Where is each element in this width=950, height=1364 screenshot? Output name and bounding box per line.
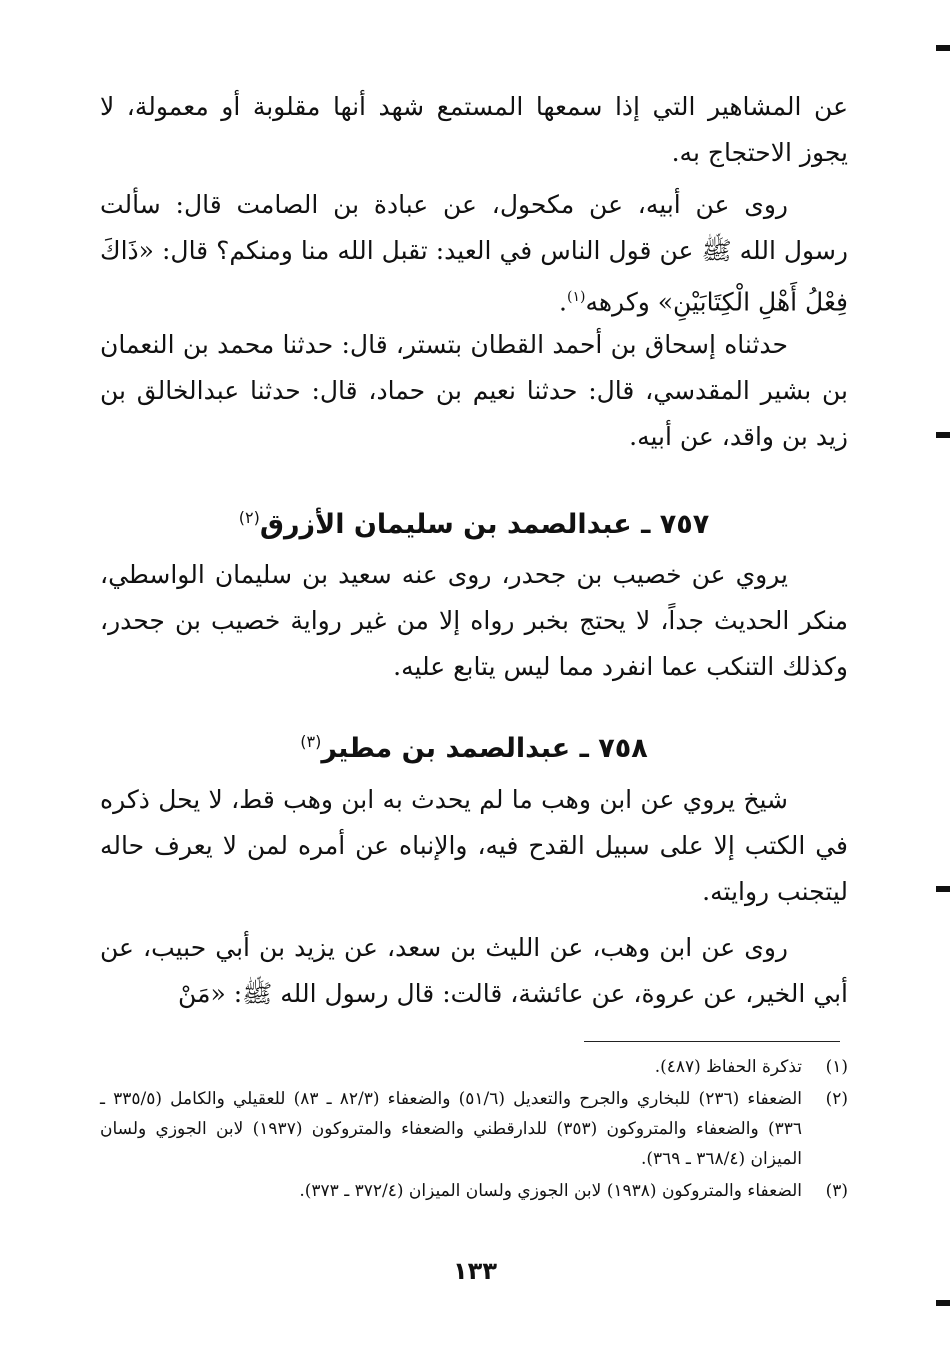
paragraph-continuation: عن المشاهير التي إذا سمعها المستمع شهد أنها مقلوبة أو معمولة، لا يجوز الاحتجاج به. <box>100 92 848 167</box>
scan-edge-mark <box>936 432 950 438</box>
footnote-number: (٢) <box>825 1089 848 1109</box>
footnote-number: (٣) <box>825 1181 848 1201</box>
footnotes <box>100 1052 848 1208</box>
entry-heading-758 <box>100 722 848 769</box>
entry-heading-757-text: ٧٥٧ ـ عبدالصمد بن سليمان الأزرق <box>259 509 710 540</box>
paragraph-isnad: حدثناه إسحاق بن أحمد القطان بتستر، قال: حدثنا محمد بن النعمان بن بشير المقدسي، قال: حدثنا نعيم بن حماد، قال: حدثنا عبدالخالق بن زيد بن واقد، عن أبيه. <box>100 330 848 451</box>
paragraph-narration-eid-end: . <box>559 287 567 317</box>
paragraph-narration-eid <box>100 182 848 325</box>
footnote-3 <box>100 1176 848 1206</box>
paragraph-narration-aisha: روى عن ابن وهب، عن الليث بن سعد، عن يزيد بن أبي حبيب، عن أبي الخير، عن عروة، عن عائشة، قالت: قال رسول الله ﷺ: «مَنْ <box>100 933 848 1008</box>
footnote-number: (١) <box>825 1057 848 1077</box>
footnote-ref-2: (٢) <box>238 508 260 527</box>
footnote-2 <box>100 1084 848 1174</box>
footnote-text: الضعفاء (٢٣٦) للبخاري والجرح والتعديل (٥١/٦) والضعفاء (٨٢/٣ ـ ٨٣) للعقيلي والكامل (٣٣٥/٥ ـ ٣٣٦) والضعفاء والمتروكون (٣٥٣) للدارقطني والضعفاء والمتروكون (١٩٣٧) لابن الجوزي ولسان الميزان (٣٦٨/٤ ـ ٣٦٩). <box>100 1089 803 1169</box>
scan-edge-mark <box>936 45 950 51</box>
paragraph-narration-eid-text: روى عن أبيه، عن مكحول، عن عبادة بن الصامت قال: سألت رسول الله ﷺ عن قول الناس في العيد: تقبل الله منا ومنكم؟ قال: «ذَاكَ فِعْلُ أَهْلِ الْكِتَابَيْنِ» وكرهه <box>100 190 848 317</box>
scan-edge-mark <box>936 886 950 892</box>
footnote-text: تذكرة الحفاظ (٤٨٧). <box>654 1057 802 1077</box>
entry-heading-758-text: ٧٥٨ ـ عبدالصمد بن مطير <box>321 733 648 764</box>
footnote-ref-3: (٣) <box>300 732 322 751</box>
page-number: ١٣٣ <box>453 1257 497 1285</box>
footnote-text: الضعفاء والمتروكون (١٩٣٨) لابن الجوزي ولسان الميزان (٣٧٢/٤ ـ ٣٧٣). <box>299 1181 802 1201</box>
footnote-ref-1: (١) <box>566 289 586 305</box>
footnote-divider <box>584 1041 840 1042</box>
entry-heading-757 <box>100 498 848 545</box>
paragraph-entry-758: شيخ يروي عن ابن وهب ما لم يحدث به ابن وهب قط، لا يحل ذكره في الكتب إلا على سبيل القدح فيه، والإنباه عن أمره لمن لا يعرف حاله ليتجنب روايته. <box>100 785 848 906</box>
paragraph-entry-757: يروي عن خصيب بن جحدر، روى عنه سعيد بن سليمان الواسطي، منكر الحديث جداً، لا يحتج بخبر رواه إلا من غير رواية خصيب بن جحدر، وكذلك التنكب عما انفرد مما ليس يتابع عليه. <box>100 560 848 681</box>
scan-edge-mark <box>936 1300 950 1306</box>
footnote-1 <box>100 1052 848 1082</box>
